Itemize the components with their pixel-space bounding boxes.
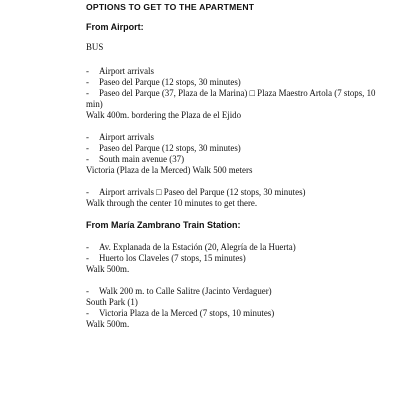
- bullet-dash: -: [86, 187, 89, 197]
- list-item: [86, 253, 246, 264]
- list-item: [86, 88, 376, 110]
- bullet-dash: -: [86, 154, 89, 164]
- bullet-dash: -: [86, 308, 89, 318]
- list-item: [86, 66, 154, 77]
- bullet-dash: -: [86, 242, 89, 252]
- walk-instruction: Walk through the center 10 minutes to get there.: [86, 198, 258, 208]
- list-item: [86, 143, 241, 154]
- list-item: [86, 242, 296, 253]
- list-item: [86, 132, 154, 143]
- bullet-dash: -: [86, 132, 89, 142]
- stop-instruction: South Park (1): [86, 297, 138, 307]
- walk-instruction: Walk 500m.: [86, 319, 130, 329]
- bullet-dash: -: [86, 253, 89, 263]
- list-item: [86, 77, 241, 88]
- list-item-text: Paseo del Parque (12 stops, 30 minutes): [99, 143, 241, 153]
- list-item-text: Walk 200 m. to Calle Salitre (Jacinto Verdaguer): [99, 286, 272, 296]
- list-item-text: Paseo del Parque (37, Plaza de la Marina) □ Plaza Maestro Artola (7 stops, 10 min): [86, 88, 376, 109]
- bullet-dash: -: [86, 77, 89, 87]
- list-item-text: Av. Explanada de la Estación (20, Alegría de la Huerta): [99, 242, 296, 252]
- list-item-text: Paseo del Parque (12 stops, 30 minutes): [99, 77, 241, 87]
- list-item-text: Airport arrivals: [99, 66, 154, 76]
- list-item-text: Airport arrivals: [99, 132, 154, 142]
- list-item-text: South main avenue (37): [99, 154, 185, 164]
- list-item: [86, 187, 306, 198]
- list-item: [86, 286, 272, 297]
- bus-label: BUS: [86, 42, 104, 52]
- walk-instruction: Walk 500m.: [86, 264, 130, 274]
- bullet-dash: -: [86, 88, 89, 98]
- bullet-dash: -: [86, 66, 89, 76]
- list-item: [86, 308, 274, 319]
- destination-instruction: Victoria (Plaza de la Merced) Walk 500 meters: [86, 165, 253, 175]
- bullet-dash: -: [86, 143, 89, 153]
- train-heading: From María Zambrano Train Station:: [86, 220, 241, 230]
- list-item-text: Huerto los Claveles (7 stops, 15 minutes): [99, 253, 246, 263]
- list-item: [86, 154, 184, 165]
- list-item-text: Victoria Plaza de la Merced (7 stops, 10 minutes): [99, 308, 275, 318]
- document-title: OPTIONS TO GET TO THE APARTMENT: [86, 2, 255, 12]
- airport-heading: From Airport:: [86, 22, 144, 32]
- walk-instruction: Walk 400m. bordering the Plaza de el Ejido: [86, 110, 242, 120]
- bullet-dash: -: [86, 286, 89, 296]
- list-item-text: Airport arrivals □ Paseo del Parque (12 stops, 30 minutes): [99, 187, 306, 197]
